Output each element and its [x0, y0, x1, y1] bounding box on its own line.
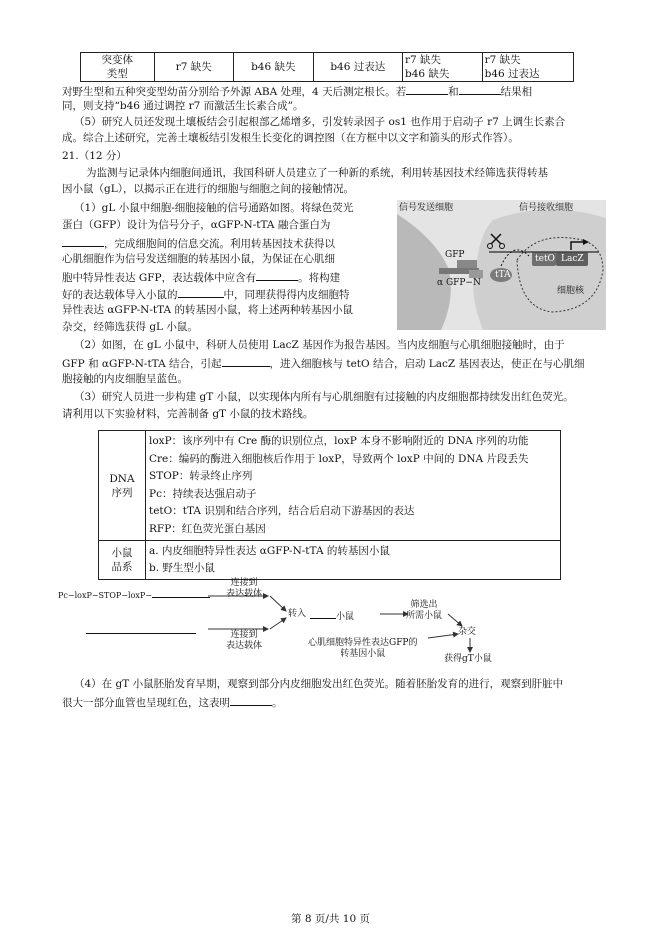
- materials-table: [98, 430, 561, 580]
- part1-line: ，完成细胞间的信息交流。利用转基因技术获得以: [62, 235, 394, 252]
- table-cell: r7 缺失: [154, 53, 233, 82]
- dna-item: tetO：tTA 识别和结合序列，结合后启动下游基因的表达: [149, 505, 415, 517]
- mutant-type-table: [80, 52, 574, 82]
- connect2-label: 连接到 表达载体: [226, 630, 263, 651]
- answer-blank[interactable]: [86, 624, 196, 634]
- row-header-line1: 突变体: [101, 54, 134, 66]
- obtain-label: 获得gT小鼠: [444, 654, 492, 664]
- answer-blank[interactable]: [152, 588, 210, 598]
- mouse-items-cell: [146, 541, 561, 580]
- answer-blank[interactable]: [222, 355, 270, 367]
- page-footer: 第 8 页/共 10 页: [291, 913, 370, 925]
- gfp-label: GFP: [445, 250, 465, 260]
- construct2-blank: [86, 624, 196, 638]
- construct1-label: Pc−loxP−STOP−loxP−: [58, 588, 210, 601]
- cross-label: 杂交: [458, 627, 477, 637]
- part1-line: 好的表达载体导入小鼠的 中，同理获得得内皮细胞特: [62, 286, 394, 303]
- table-cell: r7 缺失 b46 缺失: [402, 53, 482, 82]
- dna-item: loxP：该序列中有 Cre 酶的识别位点，loxP 本身不影响附近的 DNA 序列的功能: [149, 435, 529, 447]
- lacz-label: LacZ: [561, 254, 584, 264]
- receiver-cell-shape: [473, 209, 606, 330]
- mouse-item: a. 内皮细胞特异性表达 αGFP-N-tTA 的转基因小鼠: [149, 545, 390, 557]
- part2-line: （2）如图，在 gL 小鼠中，科研人员使用 LacZ 基因作为报告基因。当内皮细胞与心肌细胞接触时，由于: [74, 339, 565, 351]
- dna-item: Cre：编码的酶进入细胞核后作用于 loxP，导致两个 loxP 中间的 DNA 片段丢失: [149, 452, 529, 465]
- nucleus-label: 细胞核: [557, 286, 585, 296]
- q20-line: 同，则支持“b46 通过调控 r7 而激活生长素合成”。: [62, 100, 304, 112]
- part1-line: 蛋白（GFP）设计为信号分子，αGFP-N-tTA 融合蛋白为: [62, 219, 331, 231]
- part2-line: 胞接触的内皮细胞呈蓝色。: [62, 373, 188, 385]
- table-cell: r7 缺失 b46 过表达: [482, 53, 573, 82]
- pathway-diagram: [397, 200, 606, 330]
- mouse-item: b. 野生型小鼠: [149, 562, 215, 574]
- sender-cell-label: 信号发送细胞: [399, 203, 454, 213]
- dna-item: STOP：转录终止序列: [149, 470, 253, 482]
- part1-line: 杂交，经筛选获得 gL 小鼠。: [62, 321, 198, 333]
- screen-label: 筛选出 所需小鼠: [406, 600, 443, 621]
- receiver-cell-label: 信号接收细胞: [519, 203, 574, 213]
- part1-line: （1）gL 小鼠中细胞-细胞接触的信号通路如图。将绿色荧光: [74, 202, 354, 214]
- intro-line: 因小鼠（gL），以揭示正在进行的细胞与细胞之间的接触情况。: [62, 183, 354, 195]
- dna-item: Pc：持续表达强启动子: [149, 487, 257, 500]
- mouse-blank: 小鼠: [310, 609, 354, 623]
- q20-line: 对野生型和五种突变型幼苗分别给予外源 ABA 处理，4 天后测定根长。若 和 结果相: [62, 83, 622, 100]
- table-row-header: [81, 53, 155, 82]
- answer-blank[interactable]: [62, 235, 104, 247]
- connect1-label: 连接到 表达载体: [226, 578, 263, 599]
- mouse-label-cell: 小鼠 品系: [99, 541, 146, 580]
- table-cell: b46 过表达: [313, 53, 402, 82]
- part2-line: GFP 和 αGFP-N-tTA 结合，引起 ，进入细胞核与 tetO 结合，启动 LacZ 基因表达，使正在与心肌细: [62, 355, 622, 372]
- row-header-line2: 类型: [106, 68, 128, 80]
- dna-item: RFP：红色荧光蛋白基因: [149, 522, 266, 535]
- transfer-label: 转入: [288, 609, 307, 619]
- signal-pathway-figure: [397, 200, 606, 330]
- agfp-label: α GFP−N: [437, 278, 481, 288]
- part3-line: 请利用以下实验材料，完善制备 gT 小鼠的技术路线。: [62, 408, 314, 420]
- q20-line: （5）研究人员还发现土壤板结会引起根部乙烯增多，引发转录因子 os1 也作用于启动子 r7 上调生长素合: [74, 116, 566, 128]
- dna-items-cell: [146, 431, 561, 541]
- technical-route-diagram: [58, 576, 538, 668]
- teto-label: tetO: [535, 254, 555, 264]
- answer-blank[interactable]: [310, 609, 336, 619]
- part4-line: （4）在 gT 小鼠胚胎发育早期，观察到部分内皮细胞发出红色荧光。随着胚胎发育的进行，观察到肝脏中: [74, 678, 564, 690]
- question-heading: 21.（12 分）: [62, 150, 127, 162]
- answer-blank[interactable]: [406, 83, 448, 95]
- heart-mouse-label: 心肌细胞特异性表达GFP的 转基因小鼠: [308, 638, 418, 659]
- table-cell: b46 缺失: [233, 53, 313, 82]
- answer-blank[interactable]: [230, 694, 272, 706]
- dna-label-cell: DNA 序列: [99, 431, 146, 541]
- tta-label: tTA: [495, 270, 511, 280]
- intro-line: 为监测与记录体内细胞间通讯，我国科研人员建立了一种新的系统，利用转基因技术经筛选获得转基: [86, 167, 548, 179]
- answer-blank[interactable]: [178, 286, 224, 298]
- part1-line: 异性表达 αGFP-N-tTA 的转基因小鼠，将上述两种转基因小鼠: [62, 304, 353, 316]
- answer-blank[interactable]: [256, 269, 298, 281]
- answer-blank[interactable]: [459, 83, 501, 95]
- part1-line: 心肌细胞作为信号发送细胞的转基因小鼠，为保证在心肌细: [62, 253, 335, 265]
- part3-line: （3）研究人员进一步构建 gT 小鼠，以实现体内所有与心肌细胞有过接触的内皮细胞都持续发出红色荧光。: [74, 391, 574, 403]
- part1-line: 胞中特异性表达 GFP，表达载体中应含有 。将构建: [62, 269, 394, 286]
- q20-line: 成。综合上述研究，完善土壤板结引发根生长变化的调控图（在方框中以文字和箭头的形式作答）。: [62, 132, 519, 144]
- part4-line: 很大一部分血管也呈现红色，这表明 。: [62, 694, 622, 711]
